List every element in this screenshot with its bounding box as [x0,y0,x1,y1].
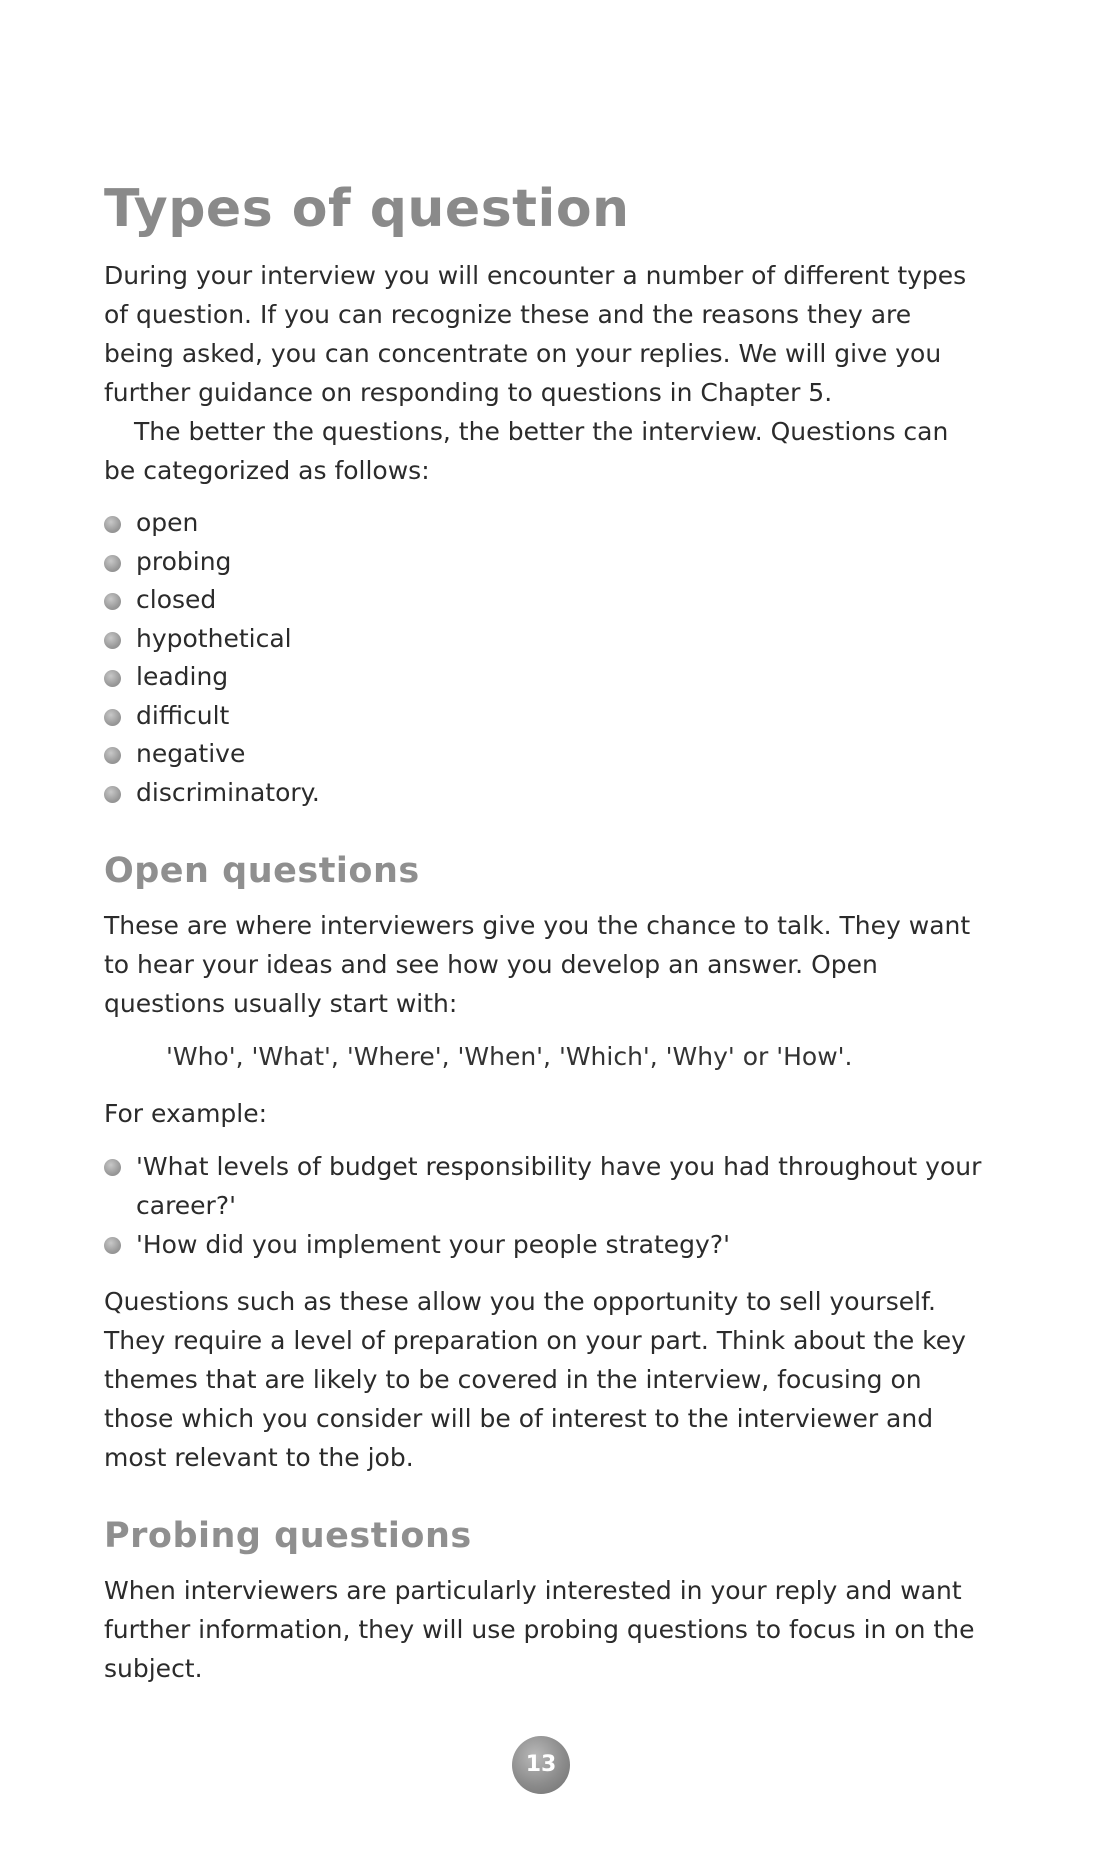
open-questions-paragraph-2: Questions such as these allow you the opportunity to sell yourself. They require a level of preparation on your part. Think about the key themes that are likely to be covered in the interview, focusing on those which you consider will be of interest to the interviewer and most relevant to the job. [104,1287,966,1472]
for-example-label: For example: [104,1099,268,1128]
list-item: difficult [104,697,984,736]
list-item: probing [104,543,984,582]
bullet-icon [104,516,121,533]
bullet-icon [104,786,121,803]
bullet-icon [104,593,121,610]
bullet-icon [104,709,121,726]
intro-paragraph-2: The better the questions, the better the interview. Questions can be categorized as follows: [104,417,949,485]
list-item: open [104,504,984,543]
list-item: 'What levels of budget responsibility have you had throughout your career?' [104,1147,984,1225]
probing-questions-paragraph: When interviewers are particularly interested in your reply and want further information, they will use probing questions to focus in on the subject. [104,1576,975,1683]
bullet-icon [104,1159,121,1176]
list-item: closed [104,581,984,620]
question-types-list [104,504,984,812]
bullet-icon [104,555,121,572]
page-number-badge: 13 [512,1736,570,1794]
list-item: leading [104,658,984,697]
bullet-icon [104,1237,121,1254]
bullet-icon [104,747,121,764]
bullet-icon [104,632,121,649]
list-item: discriminatory. [104,774,984,813]
question-words-quote: 'Who', 'What', 'Where', 'When', 'Which', 'Why' or 'How'. [166,1042,853,1071]
page-content [104,176,984,1688]
open-questions-heading: Open questions [104,851,420,891]
page-title: Types of question [104,179,630,239]
examples-list [104,1147,984,1264]
probing-questions-heading: Probing questions [104,1516,472,1556]
bullet-icon [104,670,121,687]
list-item: 'How did you implement your people strategy?' [104,1225,984,1264]
list-item: negative [104,735,984,774]
intro-paragraph: During your interview you will encounter a number of different types of question. If you can recognize these and the reasons they are being asked, you can concentrate on your replies. We will give you further guidance on responding to questions in Chapter 5. [104,261,967,407]
list-item: hypothetical [104,620,984,659]
open-questions-paragraph: These are where interviewers give you the chance to talk. They want to hear your ideas and see how you develop an answer. Open questions usually start with: [104,911,971,1018]
